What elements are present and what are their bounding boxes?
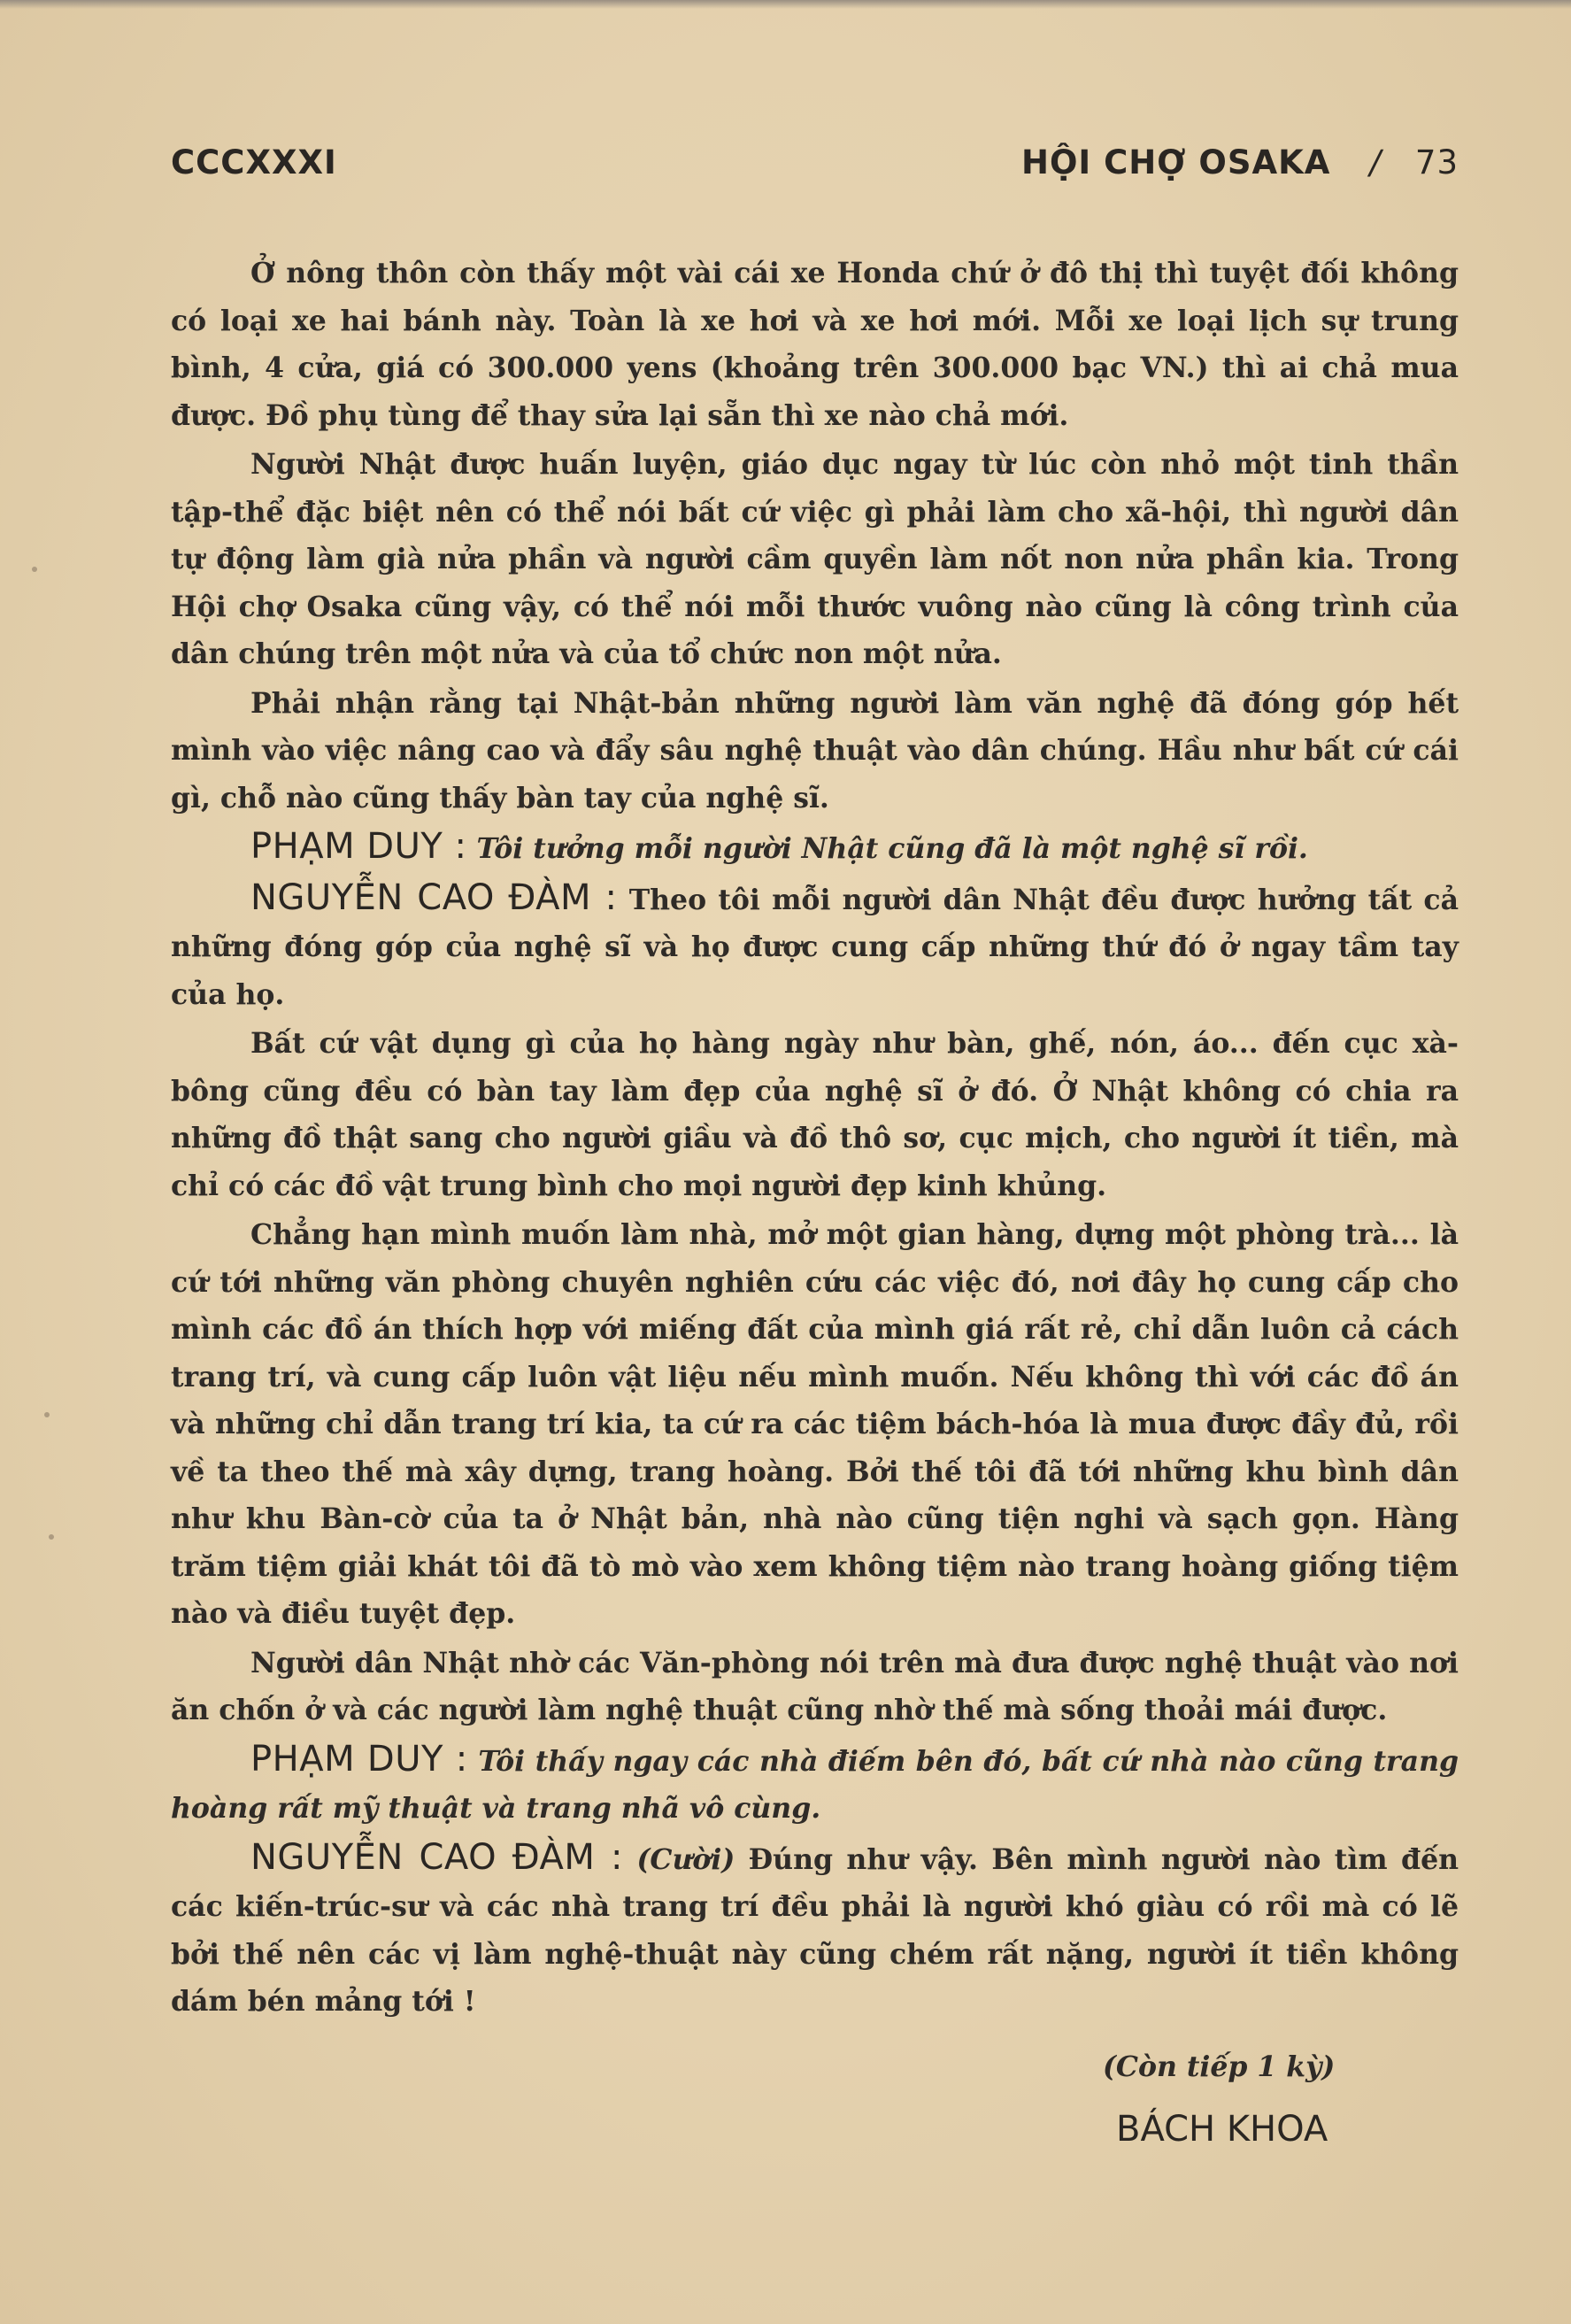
paragraph	[171, 1640, 1459, 1734]
dialogue-text: Tôi tưởng mỗi người Nhật cũng đã là một nghệ sĩ rồi.	[476, 832, 1308, 865]
dialogue-text: (Cười) Đúng như vậy. Bên mình người nào tìm đến các kiến-trúc-sư và các nhà trang trí đều phải là người khó giàu có rồi mà có lẽ bởi thế nên các vị làm nghệ-thuật này cũng chém rất nặng, người ít tiền không dám bén mảng tới !	[171, 1842, 1459, 2018]
paper-speck	[44, 1412, 50, 1417]
dialogue-paragraph	[171, 875, 1459, 1019]
stage-direction: (Cười)	[636, 1842, 735, 1876]
running-header	[171, 143, 1459, 193]
paragraph-text: Phải nhận rằng tại Nhật-bản những người làm văn nghệ đã đóng góp hết mình vào việc nâng cao và đẩy sâu nghệ thuật vào dân chúng. Hầu như bất cứ cái gì, chỗ nào cũng thấy bàn tay của nghệ sĩ.	[171, 686, 1459, 815]
paragraph-text: Người dân Nhật nhờ các Văn-phòng nói trên mà đưa được nghệ thuật vào nơi ăn chốn ở và các người làm nghệ thuật cũng nhờ thế mà sống thoải mái được.	[171, 1646, 1459, 1726]
paragraph	[171, 1211, 1459, 1638]
paragraph-text: Người Nhật được huấn luyện, giáo dục ngay từ lúc còn nhỏ một tinh thần tập-thể đặc biệt nên có thể nói bất cứ việc gì phải làm cho xã-hội, thì người dân tự động làm già nửa phần và người cầm quyền làm nốt non nửa phần kia. Trong Hội chợ Osaka cũng vậy, có thể nói mỗi thước vuông nào cũng là công trình của dân chúng trên một nửa và của tổ chức non một nửa.	[171, 448, 1459, 670]
paragraph-text: Bất cứ vật dụng gì của họ hàng ngày như bàn, ghế, nón, áo... đến cục xà-bông cũng đều có bàn tay làm đẹp của nghệ sĩ ở đó. Ở Nhật không có chia ra những đồ thật sang cho người giầu và đồ thô sơ, cục mịch, cho người ít tiền, mà chỉ có các đồ vật trung bình cho mọi người đẹp kinh khủng.	[171, 1027, 1459, 1202]
dialogue-text: Tôi thấy ngay các nhà điếm bên đó, bất cứ nhà nào cũng trang hoàng rất mỹ thuật và trang nhã vô cùng.	[171, 1744, 1459, 1825]
header-separator: /	[1369, 143, 1382, 181]
paragraph	[171, 250, 1459, 439]
dialogue-paragraph	[171, 823, 1459, 873]
journal-section-title: HỘI CHỢ OSAKA	[1021, 143, 1331, 181]
paper-speck	[49, 1534, 54, 1540]
continuation-note: (Còn tiếp 1 kỳ)	[1103, 2050, 1336, 2083]
speaker-name: NGUYỄN CAO ĐÀM :	[250, 876, 618, 918]
paragraph	[171, 441, 1459, 678]
publication-signature: BÁCH KHOA	[1116, 2109, 1328, 2150]
dialogue-text: Theo tôi mỗi người dân Nhật đều được hưởng tất cả những đóng góp của nghệ sĩ và họ được cung cấp những thứ đó ở ngay tầm tay của họ.	[171, 883, 1459, 1011]
paragraph	[171, 680, 1459, 822]
speaker-name: PHẠM DUY :	[250, 826, 467, 867]
dialogue-paragraph	[171, 1736, 1459, 1833]
paragraph-text: Ở nông thôn còn thấy một vài cái xe Honda chứ ở đô thị thì tuyệt đối không có loại xe hai bánh này. Toàn là xe hơi và xe hơi mới. Mỗi xe loại lịch sự trung bình, 4 cửa, giá có 300.000 yens (khoảng trên 300.000 bạc VN.) thì ai chả mua được. Đồ phụ tùng để thay sửa lại sẵn thì xe nào chả mới.	[171, 257, 1459, 432]
page-number: 73	[1414, 143, 1459, 181]
speaker-name: NGUYỄN CAO ĐÀM :	[250, 1836, 624, 1878]
paragraph	[171, 1020, 1459, 1209]
dialogue-paragraph	[171, 1834, 1459, 2026]
header-right	[1021, 143, 1459, 181]
issue-number: CCCXXXI	[171, 143, 337, 181]
paragraph-text: Chẳng hạn mình muốn làm nhà, mở một gian hàng, dựng một phòng trà... là cứ tới những văn phòng chuyên nghiên cứu các việc đó, nơi đây họ cung cấp cho mình các đồ án thích hợp với miếng đất của mình giá rất rẻ, chỉ dẫn luôn cả cách trang trí, và cung cấp luôn vật liệu nếu mình muốn. Nếu không thì với các đồ án và những chỉ dẫn trang trí kia, ta cứ ra các tiệm bách-hóa là mua được đầy đủ, rồi về ta theo thế mà xây dựng, trang hoàng. Bởi thế tôi đã tới những khu bình dân như khu Bàn-cờ của ta ở Nhật bản, nhà nào cũng tiện nghi và sạch gọn. Hàng trăm tiệm giải khát tôi đã tò mò vào xem không tiệm nào trang hoàng giống tiệm nào và điều tuyệt đẹp.	[171, 1218, 1459, 1630]
paper-speck	[32, 567, 37, 572]
speaker-name: PHẠM DUY :	[250, 1738, 468, 1780]
article-body	[171, 250, 1459, 2027]
